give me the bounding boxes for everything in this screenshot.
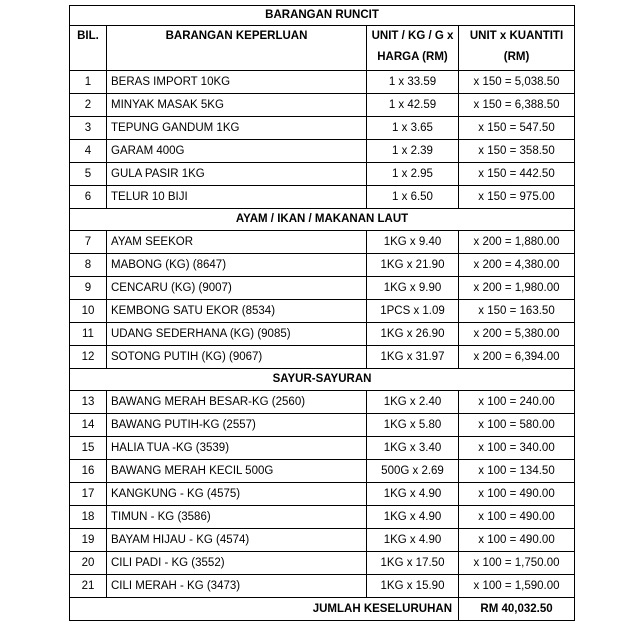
row-number: 14: [70, 414, 107, 437]
row-item: CILI PADI - KG (3552): [107, 552, 367, 575]
row-item: BAWANG MERAH BESAR-KG (2560): [107, 391, 367, 414]
row-unit-price: 1KG x 2.40: [367, 391, 459, 414]
row-unit-price: 1 x 42.59: [367, 94, 459, 117]
row-item: CILI MERAH - KG (3473): [107, 575, 367, 598]
row-item: TIMUN - KG (3586): [107, 506, 367, 529]
row-unit-price: 1PCS x 1.09: [367, 300, 459, 323]
row-total: x 200 = 1,880.00: [459, 231, 575, 254]
row-number: 17: [70, 483, 107, 506]
row-item: GULA PASIR 1KG: [107, 163, 367, 186]
grand-total-row: [70, 598, 575, 621]
row-item: KANGKUNG - KG (4575): [107, 483, 367, 506]
row-number: 18: [70, 506, 107, 529]
header-total: [459, 26, 575, 71]
section-title: AYAM / IKAN / MAKANAN LAUT: [70, 209, 575, 231]
table-title: BARANGAN RUNCIT: [70, 6, 575, 26]
row-total: x 200 = 4,380.00: [459, 254, 575, 277]
row-number: 7: [70, 231, 107, 254]
header-item: BARANGAN KEPERLUAN: [107, 26, 367, 71]
row-total: x 100 = 490.00: [459, 529, 575, 552]
row-unit-price: 1KG x 9.40: [367, 231, 459, 254]
table-row: [70, 323, 575, 346]
row-number: 3: [70, 117, 107, 140]
section-header-row: [70, 369, 575, 391]
table-row: [70, 300, 575, 323]
row-total: x 100 = 340.00: [459, 437, 575, 460]
row-number: 15: [70, 437, 107, 460]
row-total: x 150 = 163.50: [459, 300, 575, 323]
row-total: x 100 = 134.50: [459, 460, 575, 483]
row-item: MINYAK MASAK 5KG: [107, 94, 367, 117]
table-row: [70, 346, 575, 369]
row-unit-price: 1KG x 4.90: [367, 506, 459, 529]
row-unit-price: 1KG x 4.90: [367, 529, 459, 552]
row-number: 20: [70, 552, 107, 575]
header-price: [367, 26, 459, 71]
table-row: [70, 163, 575, 186]
row-unit-price: 1KG x 17.50: [367, 552, 459, 575]
row-total: x 100 = 1,590.00: [459, 575, 575, 598]
row-item: BAWANG PUTIH-KG (2557): [107, 414, 367, 437]
row-number: 11: [70, 323, 107, 346]
row-item: TELUR 10 BIJI: [107, 186, 367, 209]
row-item: SOTONG PUTIH (KG) (9067): [107, 346, 367, 369]
row-item: BAYAM HIJAU - KG (4574): [107, 529, 367, 552]
row-unit-price: 1 x 3.65: [367, 117, 459, 140]
table-row: [70, 506, 575, 529]
row-total: x 150 = 6,388.50: [459, 94, 575, 117]
table-row: [70, 391, 575, 414]
table-row: [70, 117, 575, 140]
row-item: MABONG (KG) (8647): [107, 254, 367, 277]
header-total-line2: (RM): [503, 51, 530, 63]
row-number: 21: [70, 575, 107, 598]
table-row: [70, 277, 575, 300]
row-unit-price: 1KG x 5.80: [367, 414, 459, 437]
row-total: x 100 = 490.00: [459, 483, 575, 506]
table-row: [70, 414, 575, 437]
table-row: [70, 231, 575, 254]
row-number: 19: [70, 529, 107, 552]
table-row: [70, 94, 575, 117]
row-number: 4: [70, 140, 107, 163]
row-unit-price: 1 x 2.95: [367, 163, 459, 186]
row-number: 2: [70, 94, 107, 117]
grand-total-value: RM 40,032.50: [459, 598, 575, 621]
row-total: x 200 = 5,380.00: [459, 323, 575, 346]
row-number: 10: [70, 300, 107, 323]
row-unit-price: 1 x 2.39: [367, 140, 459, 163]
row-total: x 100 = 240.00: [459, 391, 575, 414]
section-title: SAYUR-SAYURAN: [70, 369, 575, 391]
table-row: [70, 529, 575, 552]
row-total: x 100 = 580.00: [459, 414, 575, 437]
row-item: BAWANG MERAH KECIL 500G: [107, 460, 367, 483]
table-row: [70, 460, 575, 483]
row-number: 1: [70, 71, 107, 94]
row-total: x 150 = 358.50: [459, 140, 575, 163]
table-row: [70, 483, 575, 506]
row-total: x 100 = 1,750.00: [459, 552, 575, 575]
table-row: [70, 254, 575, 277]
row-unit-price: 500G x 2.69: [367, 460, 459, 483]
row-number: 9: [70, 277, 107, 300]
row-number: 8: [70, 254, 107, 277]
table-row: [70, 71, 575, 94]
table-row: [70, 186, 575, 209]
row-total: x 200 = 1,980.00: [459, 277, 575, 300]
table-row: [70, 575, 575, 598]
row-item: BERAS IMPORT 10KG: [107, 71, 367, 94]
row-unit-price: 1KG x 31.97: [367, 346, 459, 369]
row-unit-price: 1KG x 26.90: [367, 323, 459, 346]
row-item: TEPUNG GANDUM 1KG: [107, 117, 367, 140]
row-unit-price: 1KG x 3.40: [367, 437, 459, 460]
table-body: [70, 71, 575, 598]
grand-total-label: JUMLAH KESELURUHAN: [70, 598, 459, 621]
row-total: x 150 = 547.50: [459, 117, 575, 140]
grocery-table: [69, 5, 575, 621]
row-total: x 150 = 442.50: [459, 163, 575, 186]
row-item: CENCARU (KG) (9007): [107, 277, 367, 300]
row-unit-price: 1KG x 21.90: [367, 254, 459, 277]
row-unit-price: 1KG x 9.90: [367, 277, 459, 300]
row-item: GARAM 400G: [107, 140, 367, 163]
row-item: UDANG SEDERHANA (KG) (9085): [107, 323, 367, 346]
row-total: x 100 = 490.00: [459, 506, 575, 529]
row-unit-price: 1KG x 15.90: [367, 575, 459, 598]
row-item: KEMBONG SATU EKOR (8534): [107, 300, 367, 323]
table-row: [70, 552, 575, 575]
row-total: x 200 = 6,394.00: [459, 346, 575, 369]
section-header-row: [70, 209, 575, 231]
header-total-line1: UNIT x KUANTITI: [469, 30, 564, 42]
row-number: 6: [70, 186, 107, 209]
header-price-line1: UNIT / KG / G x: [371, 30, 454, 42]
row-item: HALIA TUA -KG (3539): [107, 437, 367, 460]
table-row: [70, 140, 575, 163]
row-unit-price: 1 x 6.50: [367, 186, 459, 209]
row-item: AYAM SEEKOR: [107, 231, 367, 254]
header-no: BIL.: [70, 26, 107, 71]
row-number: 5: [70, 163, 107, 186]
row-number: 12: [70, 346, 107, 369]
table-row: [70, 437, 575, 460]
row-total: x 150 = 975.00: [459, 186, 575, 209]
row-total: x 150 = 5,038.50: [459, 71, 575, 94]
row-unit-price: 1 x 33.59: [367, 71, 459, 94]
row-unit-price: 1KG x 4.90: [367, 483, 459, 506]
row-number: 13: [70, 391, 107, 414]
row-number: 16: [70, 460, 107, 483]
header-price-line2: HARGA (RM): [377, 51, 448, 63]
